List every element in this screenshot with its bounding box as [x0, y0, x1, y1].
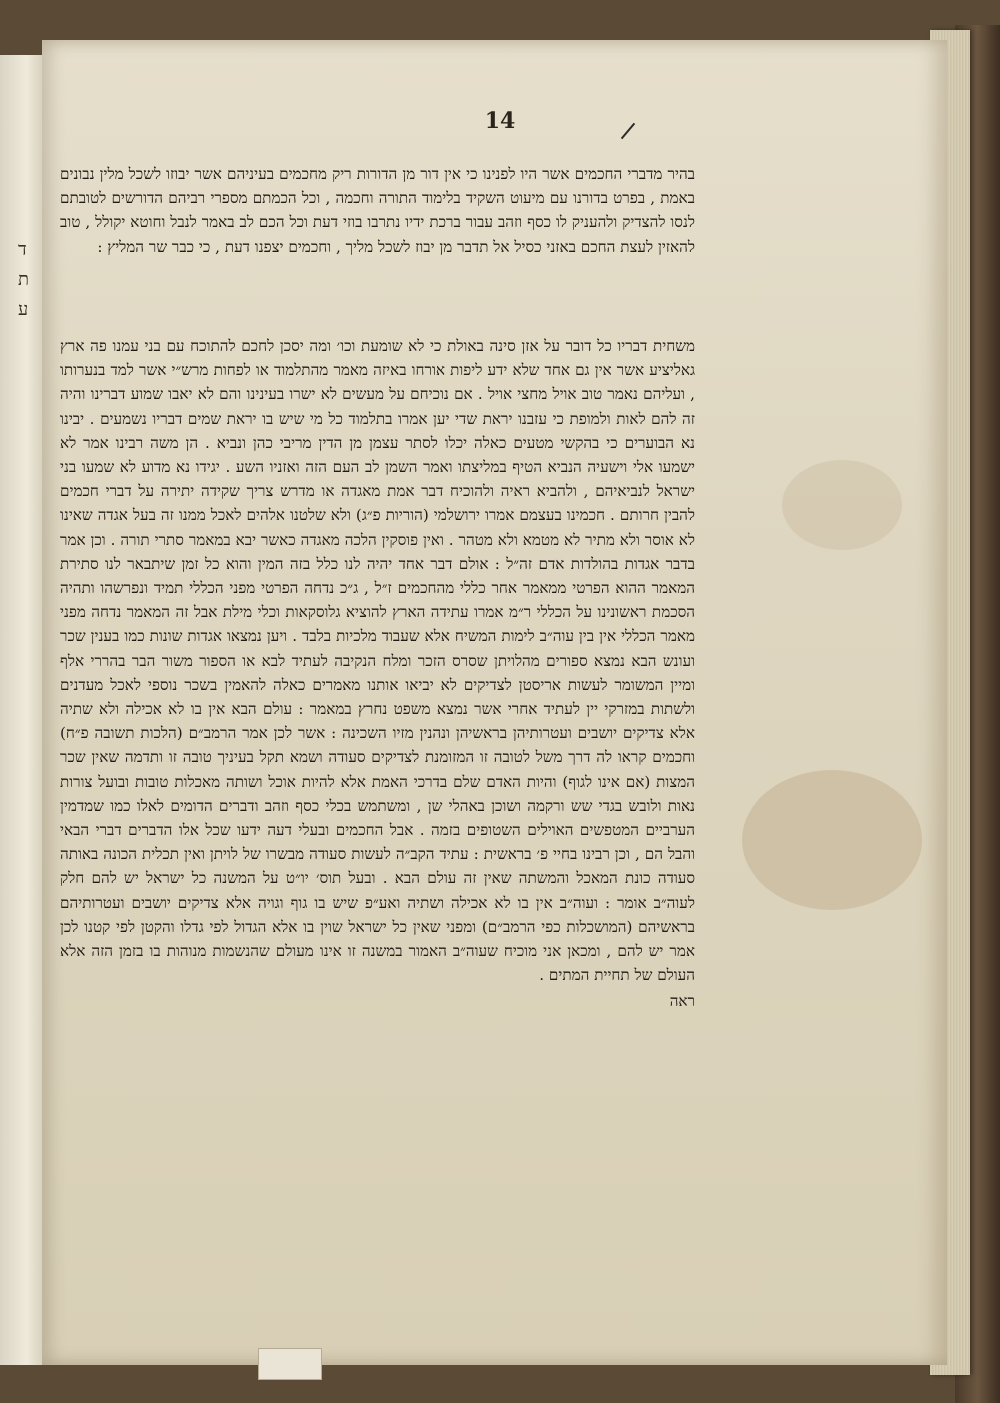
stub-char: ד — [18, 239, 27, 260]
stub-char: ת — [18, 269, 29, 290]
catchword: ראה — [669, 992, 695, 1011]
paragraph-main — [60, 334, 695, 1014]
paragraph-intro — [60, 162, 695, 259]
stain — [782, 460, 902, 550]
page-tab — [258, 1348, 322, 1380]
paragraph-text: משחית דבריו כל דובר על אזן סינה באולת כי לא שומעת וכו׳ ומה יסכן לחכם להתוכח עם בני עמנו פה ארץ גאליציע אשר אין גם אחד שלא ידע ליפות אורחו באיזה מאמר מהתלמוד או לפחות מרש״י אשר למד בנערותו , ועליהם נאמר טוב אויל מחצי אויל . אם נוכיחם על מעשים לא ישרו בעינינו והם לא יאבו שמוע דברינו והיה זה להם לאות ולמופת כי עזבנו יראת שדי יען אמרו בתלמוד כל מי שיש בו יראת שמים דבריו נשמעים . יבינו נא הבוערים כי בהקשי מטעים כאלה יכלו לסתר עצמן מן הדין מריבי כהן ונביא . הן משה רבינו אמר לא ישמעו אלי וישעיה הנביא הטיף במליצתו ואמר השמן לב העם הזה ואזניו השע . יגידו נא מדוע לא שמעו בני ישראל לנביאיהם , ולהביא ראיה ולהוכיח דבר אמת מאגדה או מדרש צריך שקידה יתירה על דברי חכמים להבין חרותם . חכמינו בעצמם אמרו ירושלמי (הוריות פ״ג) ולא שלטנו אלהים לאכל ממנו זה בעל אגדה שאינו לא אוסר ולא מתיר לא מטמא ולא מטהר . ואין פוסקין הלכה מאגדה כאשר יבא במאמר סתרי תורה . וכן אמר בדבר אגדות בהולדות אדם זה״ל : אולם דבר אחד יהיה לנו כלל בזה המין והוא כל זמן שיתבאר לנו סתירת המאמר ההוא הפרטי ממאמר אחר כללי מהחכמים ז״ל , ג״כ נדחה הפרטי מפני הכללי תמיד ונפרשהו ותהיה הסכמת ראשונינו על הכללי ר״מ אמרו עתידה הארץ להוציא גלוסקאות וכלי מילת אבל זה המאמר נדחה מפני מאמר הכללי אין בין עוה״ב לימות המשיח אלא שעבוד מלכיות בלבד . ויען נמצאו אגדות שונות כמו בענין שכר ועונש הבא נמצא ספורים מהלויתן שסרס הזכר ומלח הנקיבה לעתיד לבא או הספור משור הבר בהררי אלף ומיין המשומר לעשות אריסטן לצדיקים לא יביאו אותנו מאמרים כאלה להאמין בשכר נוספי לאכל מעדנים ולשתות במזרקי יין לעתיד אחרי אשר נמצא משפט נחרץ במאמר : עולם הבא אין בו לא אכילה ולא שתיה אלא צדיקים יושבים ועטרותיהן בראשיהן ונהנין מזיו השכינה : אשר לכן אמר הרמב״ם (הלכות תשובה פ״ח) וחכמים קראו לה דרך משל לטובה זו המזומנת לצדיקים סעודה ושמא תקל בעיניך טובה זו ותדמה שאין שכר המצות (אם אינו לגוף) והיות האדם שלם בדרכי האמת אלא להיות אוכל ושותה מאכלות טובות ובועל צורות נאות ולובש בגדי שש ורקמה ושוכן באהלי שן , ומשתמש בכלי כסף וזהב ודברים הדומים לאלו כמו שמדמין הערביים המטפשים האוילים השטופים בזמה . אבל החכמים ובעלי דעה ידעו שכל אלו הדברים דברי הבאי והבל הם , וכן רבינו בחיי פ׳ בראשית : עתיד הקב״ה לעשות סעודה מבשרו של לויתן ואין תכלית הכונה באותה סעודה כונת המאכל והמשתה שאין זה עולם הבא . ובעל תוס׳ יו״ט על המשנה כל ישראל יש להם חלק לעוה״ב אומר : ועוה״ב אין בו לא אכילה ושתיה ואע״פ שיש בו גוף וגויה אלא צדיקים יושבים ועטרותיהם בראשיהם (המושכלות כפי הרמב״ם) ומפני שאין כל ישראל שוין בו אלא הגדול לפי גדלו והקטן לפי קטנו לכן אמר יש להם , ומכאן אני מוכיח שעוה״ב האמור במשנה זו אינו מעולם שהנשמות מנוהות בו בזמן הזה אלא העולם של תחיית המתים . — [60, 337, 695, 985]
stub-char: ע — [18, 299, 29, 320]
paragraph-text: בהיר מדברי החכמים אשר היו לפנינו כי אין דור מן הדורות ריק מחכמים בעיניהם אשר יבוזו לשכל מלין נבונים באמת , בפרט בדורנו עם מיעוט השקיד בלימוד התורה וחכמה , וכל הכמתם מספרי רביהם הדורשים לטובתם לנסו להצדיק ולהעניק לו כסף וזהב עבור ברכת ידיו נתרבו בוזי דעת וכל הכם לב באמר לנבל וחוטא יקולל , טוב להאזין לעצת החכם באזני כסיל אל תדבר מן יבוז לשכל מליך , וחכמים יצפנו דעת , כי כבר שר המליץ : — [60, 165, 695, 256]
stain — [742, 770, 922, 910]
page-number: 14 — [484, 108, 516, 134]
